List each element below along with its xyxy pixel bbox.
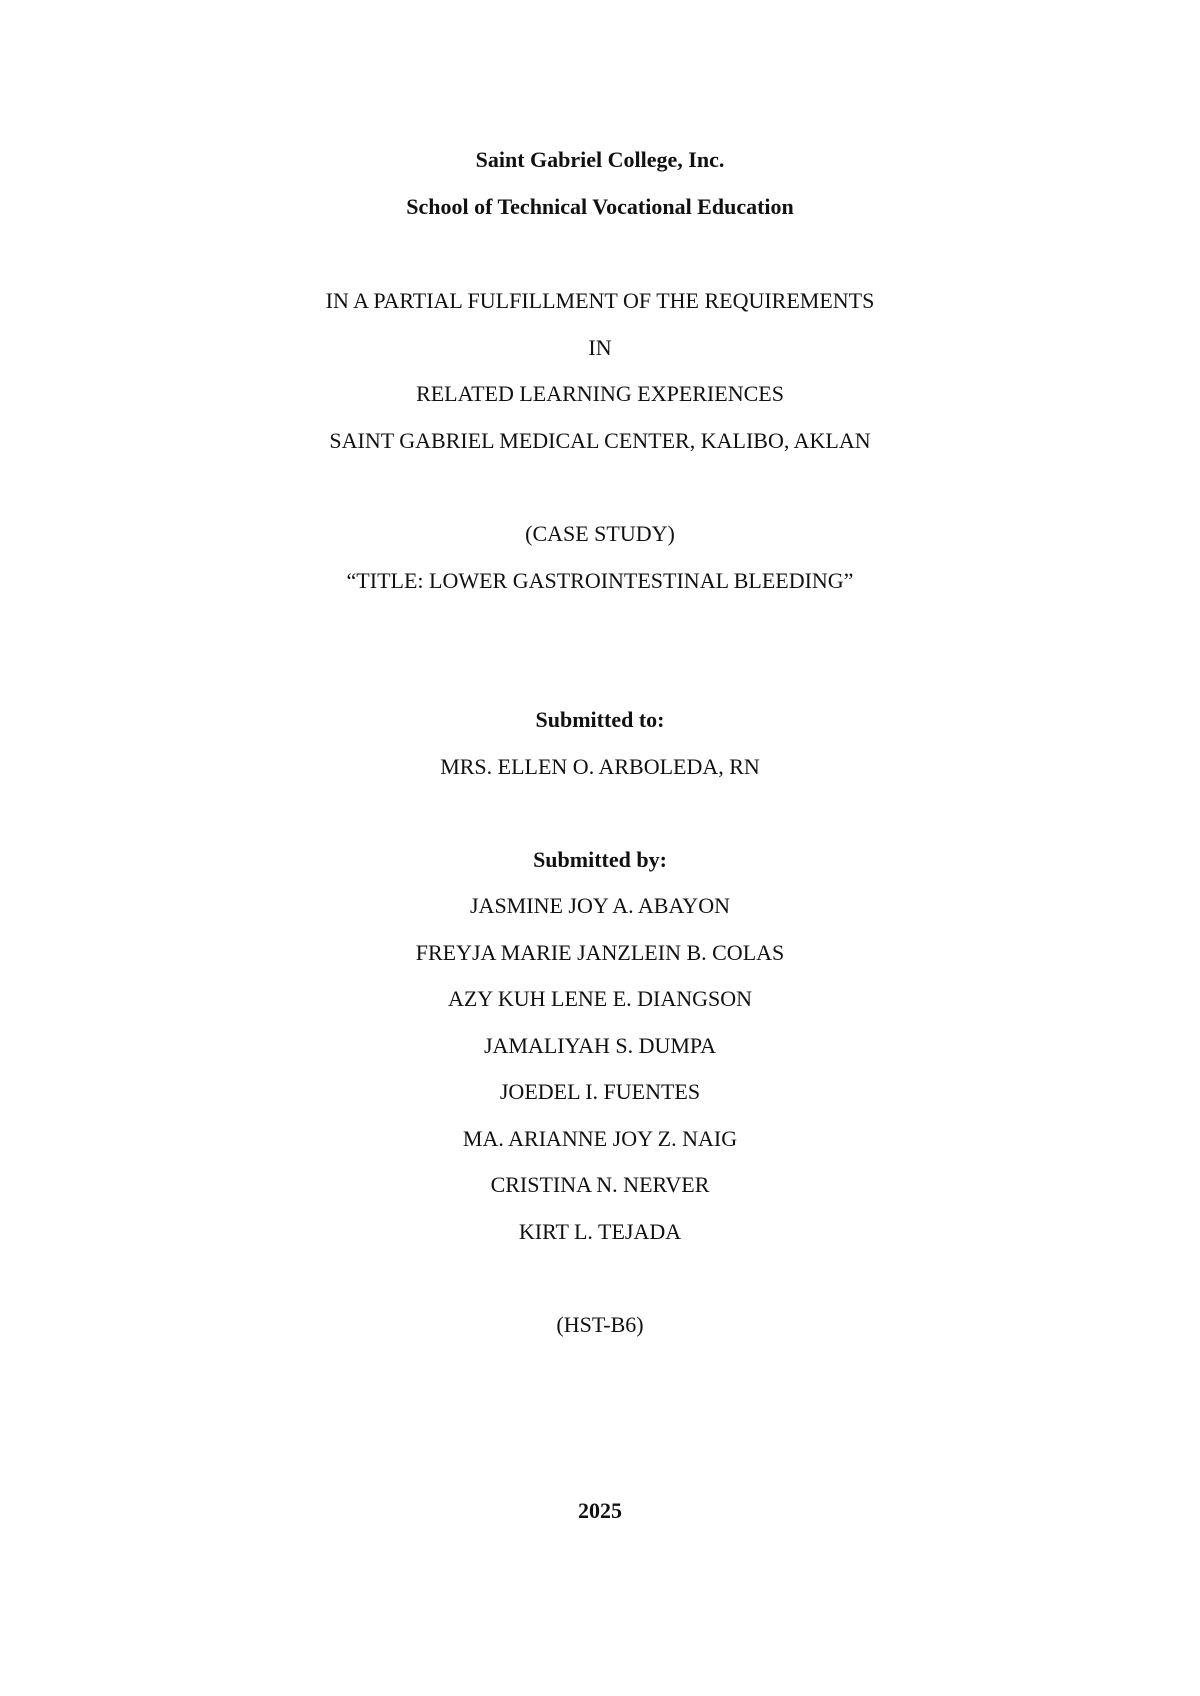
fulfillment-line-1: IN A PARTIAL FULFILLMENT OF THE REQUIREMENTS: [325, 288, 875, 313]
study-type: (CASE STUDY): [525, 521, 675, 546]
submitted-to-name: MRS. ELLEN O. ARBOLEDA, RN: [440, 754, 760, 779]
year: 2025: [578, 1498, 622, 1523]
fulfillment-line-3: RELATED LEARNING EXPERIENCES: [416, 381, 784, 406]
submitted-to-label: Submitted to:: [535, 707, 665, 732]
study-title: “TITLE: LOWER GASTROINTESTINAL BLEEDING”: [346, 568, 854, 593]
fulfillment-line-4: SAINT GABRIEL MEDICAL CENTER, KALIBO, AKLAN: [329, 428, 871, 453]
submitted-by-name: JOEDEL I. FUENTES: [499, 1079, 701, 1104]
submitted-by-name: MA. ARIANNE JOY Z. NAIG: [462, 1126, 738, 1151]
submitted-by-name: AZY KUH LENE E. DIANGSON: [447, 986, 753, 1011]
section-code: (HST-B6): [556, 1312, 644, 1337]
submitted-by-name: JASMINE JOY A. ABAYON: [470, 893, 730, 918]
fulfillment-line-2: IN: [588, 335, 612, 360]
submitted-by-name: KIRT L. TEJADA: [518, 1219, 682, 1244]
submitted-by-name: FREYJA MARIE JANZLEIN B. COLAS: [415, 940, 785, 965]
institution-name: Saint Gabriel College, Inc.: [475, 147, 725, 172]
school-name: School of Technical Vocational Education: [406, 194, 794, 219]
submitted-by-name: CRISTINA N. NERVER: [490, 1172, 710, 1197]
submitted-by-name: JAMALIYAH S. DUMPA: [483, 1033, 717, 1058]
submitted-by-label: Submitted by:: [533, 847, 667, 872]
